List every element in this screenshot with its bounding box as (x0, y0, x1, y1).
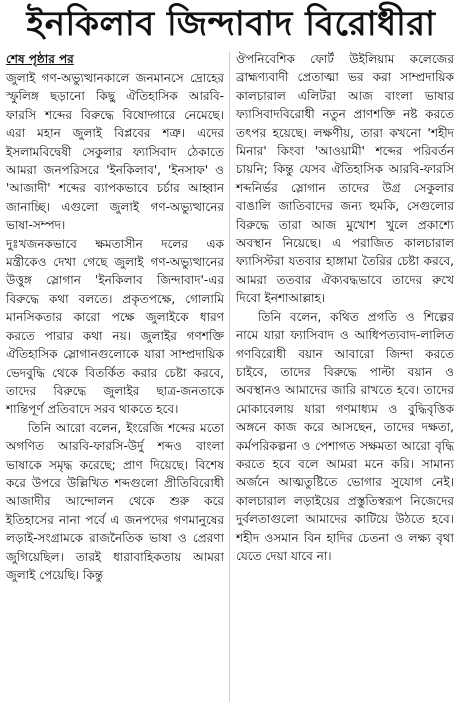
body-paragraph: তিনি বলেন, কথিত প্রগতি ও শিল্পের নামে যারা ফ্যাসিবাদ ও আধিপত্যবাদ-লালিত গণবিরোধী বয়ান আবারো জিন্দা করতে চাইবে, তাদের বিরুদ্ধে পাল্টা বয়ান ও অবস্থানও আমাদের জারি রাখতে হবে। তাদের মোকাবেলায় যারা গণমাধ্যম ও বুদ্ধিবৃত্তিক অঙ্গনে কাজ করে আসছেন, তাদের দক্ষতা, কর্মপরিকল্পনা ও পেশাগত সক্ষমতা আরো বৃদ্ধি করতে হবে বলে আমরা মনে করি। সামান্য অর্জনে আত্মতুষ্টিতে ভোগার সুযোগ নেই। কালচারাল লড়াইয়ের প্রস্তুতিস্বরূপ নিজেদের দুর্বলতাগুলো আমাদের কাটিয়ে উঠতে হবে। শহীদ ওসমান বিন হাদির চেতনা ও লক্ষ্য বৃথা যেতে দেয়া যাবে না। (236, 309, 454, 563)
left-column (6, 50, 224, 584)
body-paragraph: দুঃখজনকভাবে ক্ষমতাসীন দলের এক মন্ত্রীকেও দেখা গেছে জুলাই গণ-অভ্যুত্থানের উত্তুঙ্গ স্লোগান 'ইনকিলাব জিন্দাবাদ'-এর বিরুদ্ধে কথা বলতে। প্রকৃতপক্ষে, গোলামি মানসিকতার কারো পক্ষে জুলাইকে ধারণ করতে পারার কথা নয়। জুলাইর গণশক্তি ঐতিহাসিক স্লোগানগুলোকে যারা সাম্প্রদায়িক ভেদবুদ্ধি থেকে বিতর্কিত করার চেষ্টা করবে, তাদের বিরুদ্ধে জুলাইর ছাত্র-জনতাকে শান্তিপূর্ণ প্রতিবাদে সরব থাকতে হবে। (6, 236, 224, 417)
continued-from-label: শেষ পৃষ্ঠার পর (6, 52, 74, 66)
body-paragraph: জুলাই গণ-অভ্যুত্থানকালে জনমানসে দ্রোহের স্ফুলিঙ্গ ছড়ানো কিছু ঐতিহাসিক আরবি-ফারসি শব্দের বিরুদ্ধে বিষোদ্গারে নেমেছে। এরা মহান জুলাই বিপ্লবের শত্রু। এদের ইসলামবিদ্বেষী সেকুলার ফ্যাসিবাদ ঠেকাতে আমরা জনপরিসরে 'ইনকিলাব', 'ইনসাফ' ও 'আজাদী' শব্দের ব্যাপকভাবে চর্চার আহ্বান জানাচ্ছি। এগুলো জুলাই গণ-অভ্যুত্থানের ভাষা-সম্পদ। (6, 71, 224, 233)
body-paragraph: তিনি আরো বলেন, ইংরেজি শব্দের মতো অগণিত আরবি-ফারসি-উর্দু শব্দও বাংলা ভাষাকে সমৃদ্ধ করেছে; প্রাণ দিয়েছে। বিশেষ করে উপরে উল্লিখিত শব্দগুলো প্রীতিবিরোধী আজাদীর আন্দোলন থেকে শুরু করে ইতিহাসের নানা পর্বে এ জনপদের গণমানুষের লড়াই-সংগ্রামকে রাজনৈতিক ভাষা ও প্রেরণা জুগিয়েছিল। তারই ধারাবাহিকতায় আমরা জুলাই পেয়েছি। কিন্তু (6, 420, 224, 582)
right-column (236, 50, 454, 565)
headline: ইনকিলাব জিন্দাবাদ বিরোধীরা (26, 4, 436, 44)
body-paragraph: ঔপনিবেশিক ফোর্ট উইলিয়াম কলেজের ব্রাহ্মণ্যবাদী প্রেতাত্মা ভর করা সাম্প্রদায়িক কালচারাল এলিটরা আজ বাংলা ভাষার ফ্যাসিবাদবিরোধী নতুন প্রাণশক্তি নষ্ট করতে তৎপর হয়েছে। লক্ষণীয়, তারা কখনো 'শহীদ মিনার' কিংবা 'আওয়ামী' শব্দের পরিবর্তন চায়নি; কিন্তু যেসব ঐতিহাসিক আরবি-ফারসি শব্দনির্ভর স্লোগান তাদের উগ্র সেকুলার বাঙালি জাতিবাদের জন্য হুমকি, সেগুলোর বিরুদ্ধে তারা আজ মুখোশ খুলে প্রকাশ্যে অবস্থান নিয়েছে। এ পরাজিত কালচারাল ফ্যাসিস্টরা যতবার হাঙ্গামা তৈরির চেষ্টা করবে, আমরা ততবার ঐক্যবদ্ধভাবে তাদের রুখে দিবো ইনশাআল্লাহ। (236, 52, 454, 306)
column-divider (229, 52, 230, 702)
